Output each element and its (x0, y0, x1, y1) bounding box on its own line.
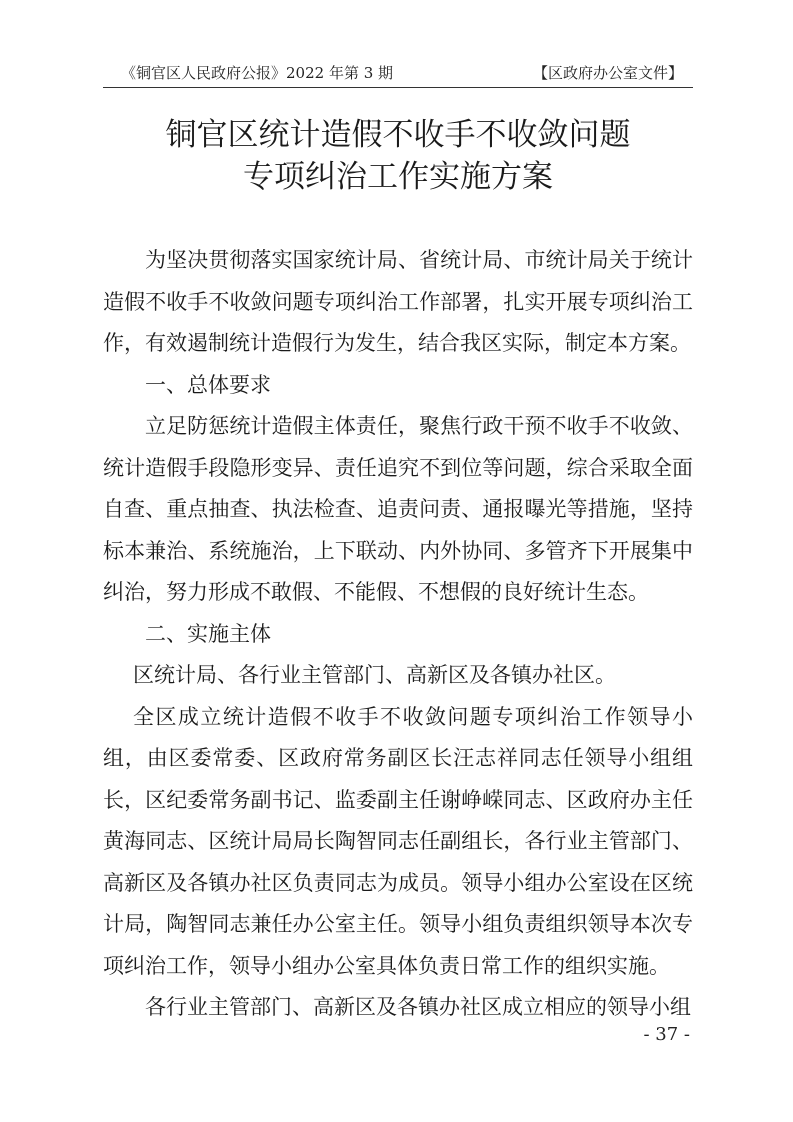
document-title-line-2: 专项纠治工作实施方案 (243, 159, 553, 195)
document-category: 【区政府办公室文件】 (532, 64, 683, 82)
implementing-bodies-paragraph: 区统计局、各行业主管部门、高新区及各镇办社区。 (133, 663, 616, 687)
page-header (103, 62, 693, 84)
section-heading-implementing-bodies: 二、实施主体 (145, 621, 271, 646)
page-number: - 37 - (643, 1024, 690, 1045)
leading-group-paragraph: 全区成立统计造假不收手不收敛问题专项纠治工作领导小组，由区委常委、区政府常务副区长汪志祥同志任领导小组组长，区纪委常务副书记、监委副主任谢峥嵘同志、区政府办主任黄海同志、区统计局局长陶智同志任副组长，各行业主管部门、高新区及各镇办社区负责同志为成员。领导小组办公室设在区统计局，陶智同志兼任办公室主任。领导小组负责组织领导本次专项纠治工作，领导小组办公室具体负责日常工作的组织实施。 (103, 704, 693, 978)
intro-paragraph: 为坚决贯彻落实国家统计局、省统计局、市统计局关于统计造假不收手不收敛问题专项纠治工作部署，扎实开展专项纠治工作，有效遏制统计造假行为发生，结合我区实际，制定本方案。 (103, 248, 693, 355)
sub-leading-group-paragraph: 各行业主管部门、高新区及各镇办社区成立相应的领导小组 (145, 995, 691, 1019)
section-heading-general-requirements: 一、总体要求 (145, 372, 271, 397)
publication-title: 《铜官区人民政府公报》2022 年第 3 期 (121, 64, 394, 82)
header-divider (103, 87, 693, 88)
document-title-line-1: 铜官区统计造假不收手不收敛问题 (165, 117, 631, 153)
document-body (103, 240, 693, 1029)
general-requirements-paragraph: 立足防惩统计造假主体责任，聚焦行政干预不收手不收敛、统计造假手段隐形变异、责任追究不到位等问题，综合采取全面自查、重点抽查、执法检查、追责问责、通报曝光等措施，坚持标本兼治、系统施治，上下联动、内外协同、多管齐下开展集中纠治，努力形成不敢假、不能假、不想假的良好统计生态。 (103, 414, 693, 604)
